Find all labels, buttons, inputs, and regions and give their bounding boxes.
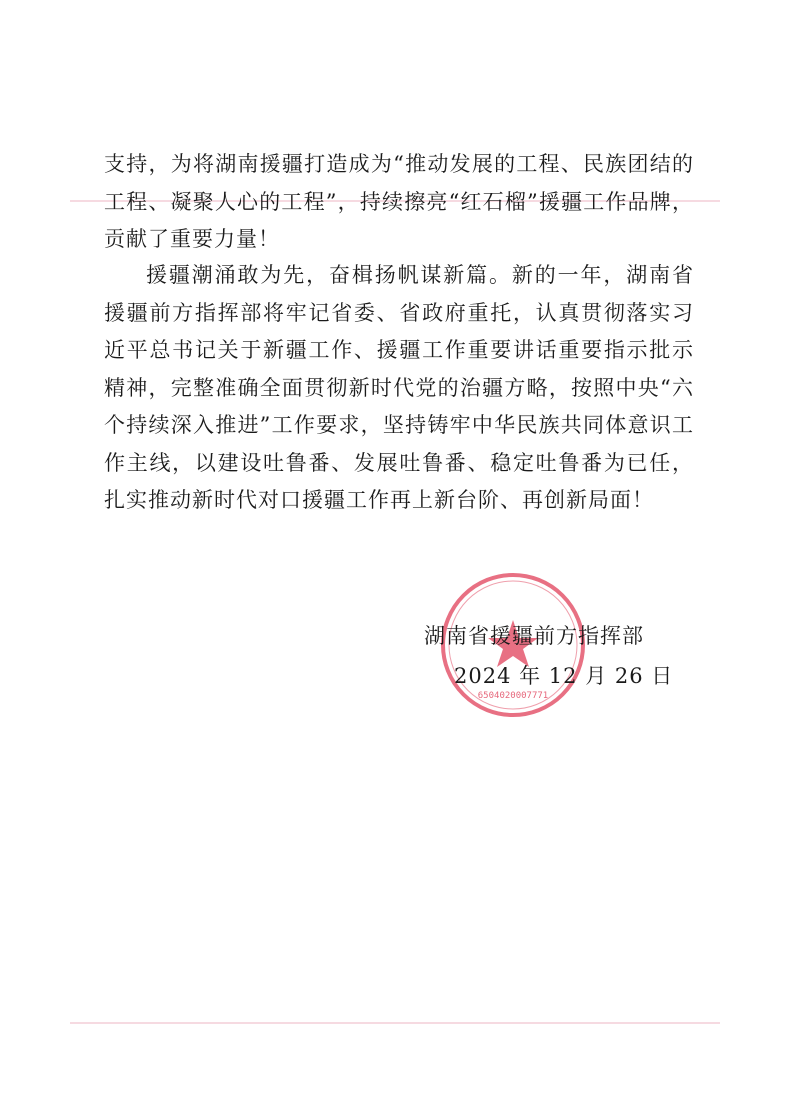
paragraph-1: 支持，为将湖南援疆打造成为“推动发展的工程、民族团结的工程、凝聚人心的工程”，持续擦亮“红石榴”援疆工作品牌，贡献了重要力量！ (104, 152, 694, 251)
paragraph-2: 援疆潮涌敢为先，奋楫扬帆谋新篇。新的一年，湖南省援疆前方指挥部将牢记省委、省政府重托，认真贯彻落实习近平总书记关于新疆工作、援疆工作重要讲话重要指示批示精神，完整准确全面贯彻新时代党的治疆方略，按照中央“六个持续深入推进”工作要求，坚持铸牢中华民族共同体意识工作主线，以建设吐鲁番、发展吐鲁番、稳定吐鲁番为已任，扎实推动新时代对口援疆工作再上新台阶、再创新局面！ (104, 263, 694, 512)
signature-organization: 湖南省援疆前方指挥部 (424, 624, 644, 648)
bleed-through-line (70, 1022, 720, 1024)
seal-number: 6504020007771 (477, 691, 549, 701)
signature-date: 2024 年 12 月 26 日 (454, 664, 674, 688)
